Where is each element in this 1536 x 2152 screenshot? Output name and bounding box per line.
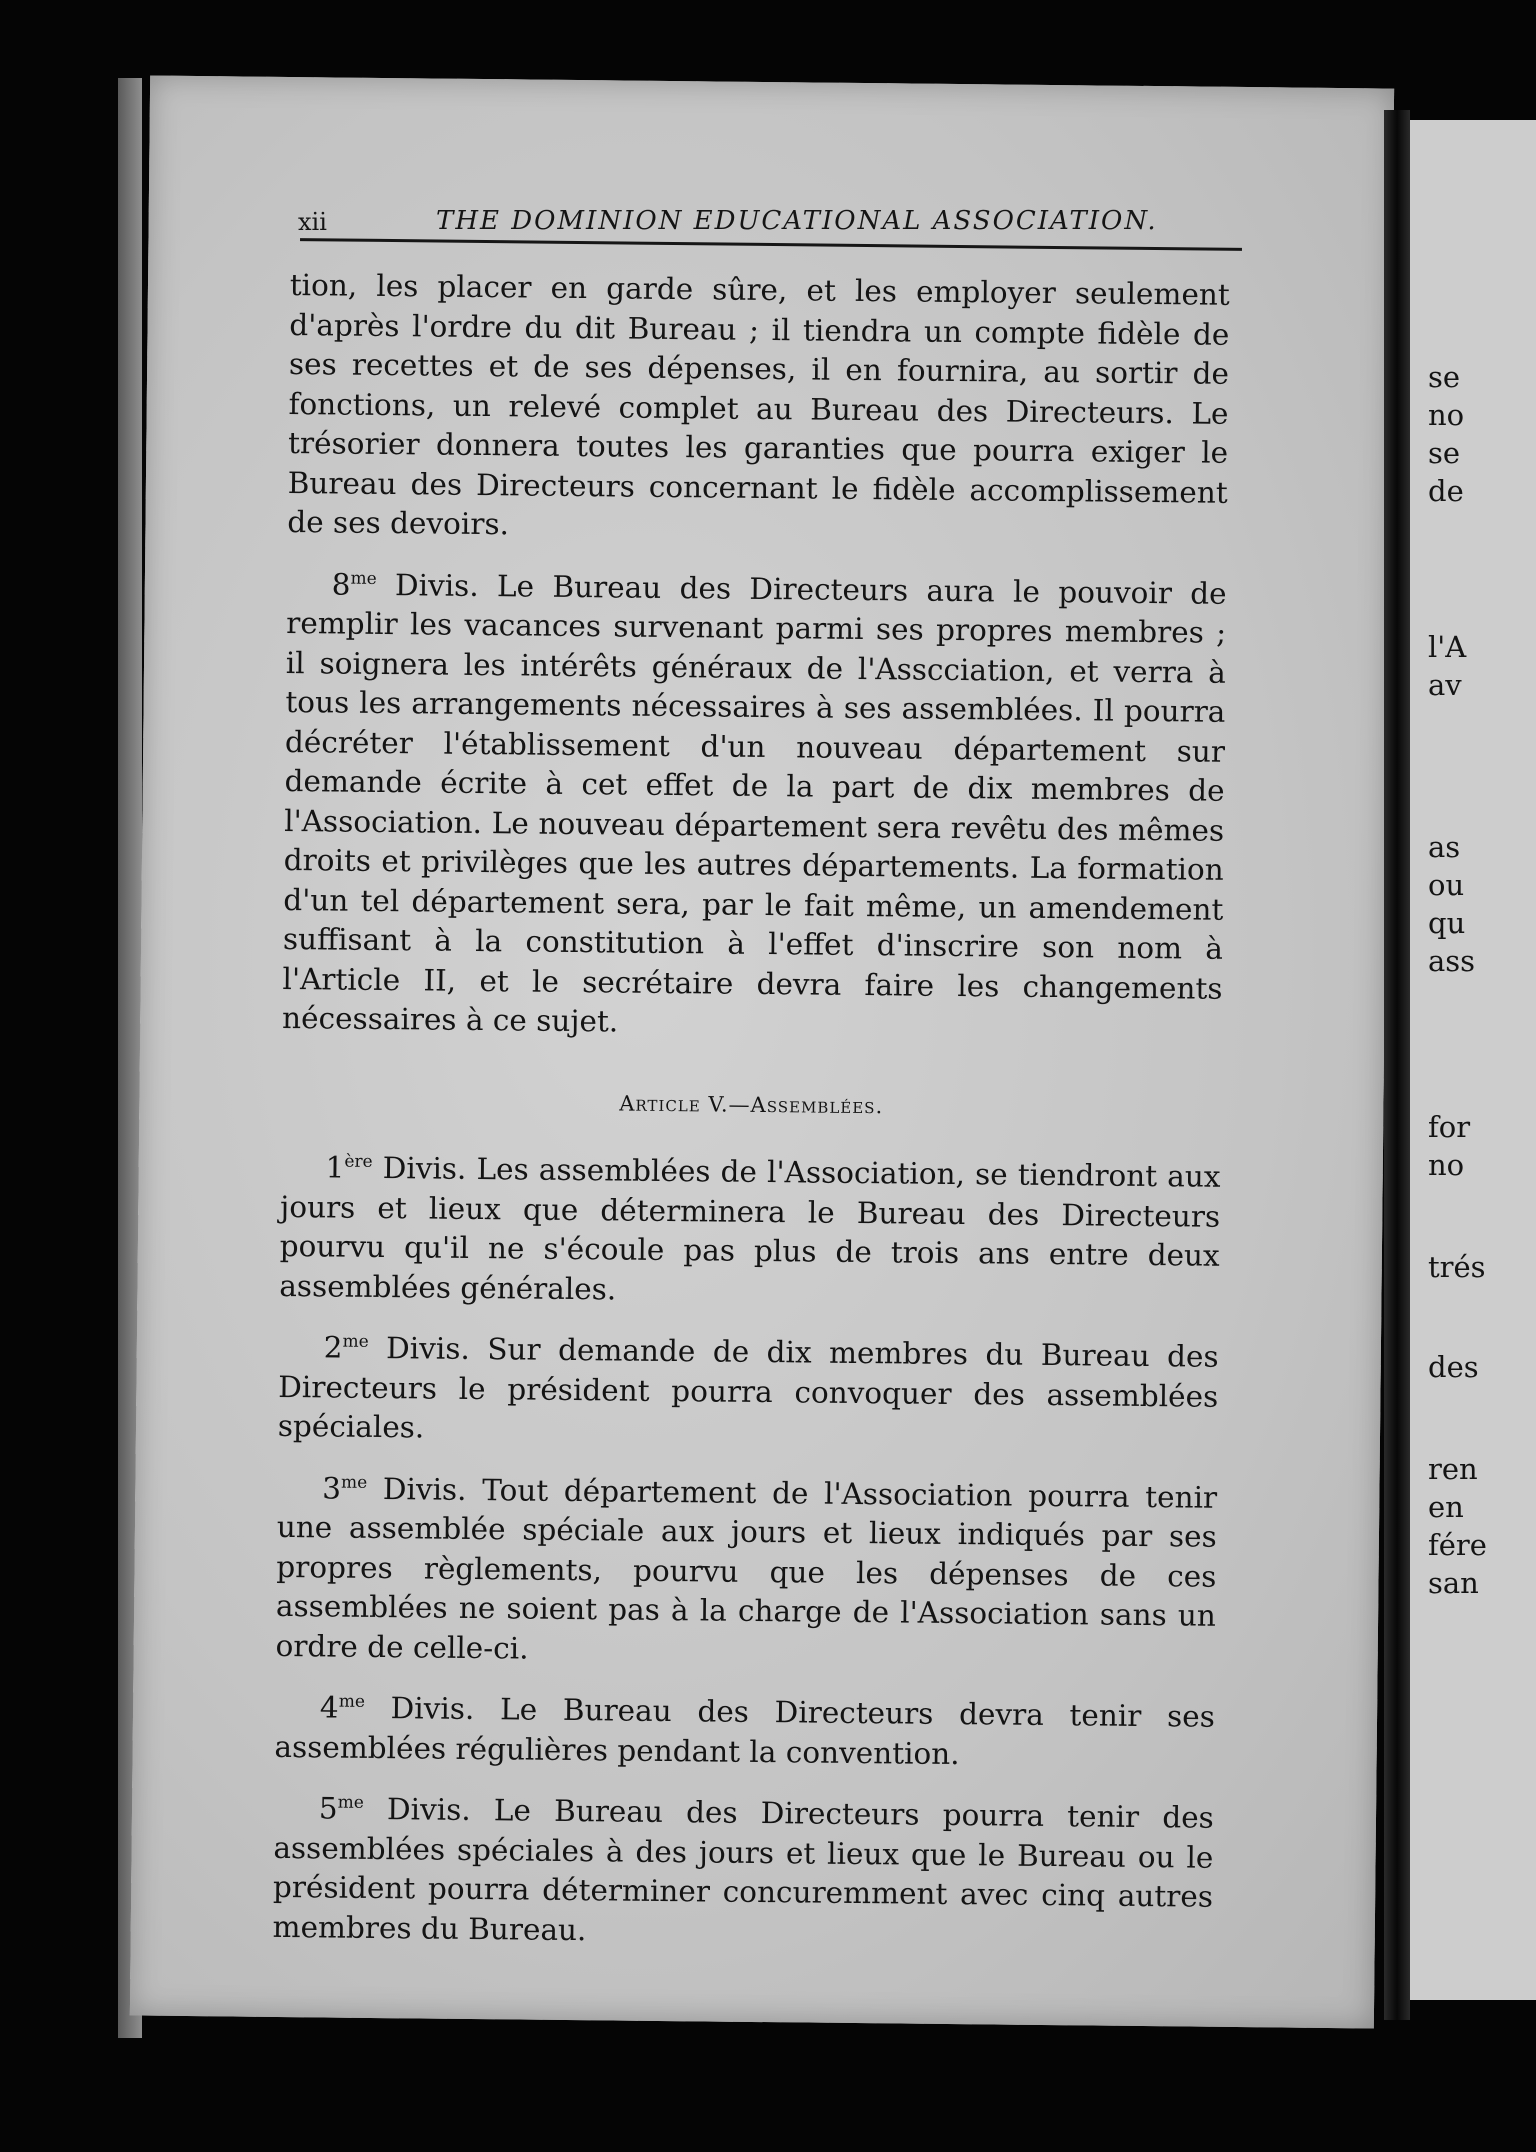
facing-page-word: fére — [1428, 1528, 1487, 1562]
division-label: Divis. — [385, 1331, 471, 1366]
division-number: 3 — [322, 1470, 342, 1506]
division-ordinal: me — [342, 1331, 369, 1352]
facing-page-word: no — [1428, 398, 1465, 432]
page-body — [272, 266, 1230, 1973]
division-text: Tout département de l'Association pourra tenir une assemblée spéciale aux jours et lieux indiqués par ses propres règlements, pourvu que les dépenses de ces assemblées ne soient pas à la charge de l'Association sans un ordre de celle-ci. — [275, 1472, 1218, 1666]
facing-page-word: san — [1428, 1566, 1479, 1600]
division-8-paragraph — [282, 558, 1227, 1048]
page-header — [160, 130, 1158, 236]
division-text: Le Bureau des Directeurs devra tenir ses assemblées régulières pendant la convention. — [274, 1692, 1216, 1771]
division-paragraph — [272, 1783, 1214, 1957]
division-number: 1 — [325, 1150, 345, 1185]
facing-page-word: no — [1428, 1148, 1465, 1182]
division-number: 5 — [318, 1791, 338, 1826]
facing-page-word: as — [1428, 830, 1461, 864]
division-number: 8 — [331, 566, 351, 602]
division-paragraph — [275, 1462, 1217, 1675]
division-ordinal: ère — [344, 1151, 373, 1172]
facing-page-word: trés — [1428, 1250, 1486, 1284]
facing-page-word: des — [1428, 1350, 1479, 1384]
division-label: Divis. — [386, 1792, 471, 1827]
division-paragraph — [278, 1322, 1219, 1456]
facing-page-word: l'A — [1428, 630, 1467, 664]
division-label: Divis. — [382, 1151, 467, 1186]
facing-page-fragment — [1410, 120, 1536, 2000]
book-gutter — [1384, 110, 1410, 2020]
facing-page-word: se — [1428, 360, 1461, 394]
division-number: 2 — [323, 1330, 343, 1365]
facing-page-word: ou — [1428, 868, 1465, 902]
page-folio: xii — [298, 208, 327, 236]
facing-page-word: en — [1428, 1490, 1464, 1524]
facing-page-word: se — [1428, 436, 1461, 470]
division-ordinal: me — [337, 1792, 364, 1813]
division-text: Sur demande de dix membres du Bureau des Directeurs le président pourra convoquer des assemblées spéciales. — [277, 1332, 1219, 1445]
division-label: Divis. — [394, 567, 479, 603]
division-number: 4 — [319, 1690, 339, 1725]
division-label: Divis. — [382, 1471, 467, 1507]
facing-page-word: ren — [1428, 1452, 1478, 1486]
division-text: Les assemblées de l'Association, se tiendront aux jours et lieux que déterminera le Bureau des Directeurs pourvu qu'il ne s'écoule pas plus de trois ans entre deux assemblées générales. — [279, 1152, 1221, 1306]
division-ordinal: me — [340, 1472, 368, 1493]
division-text: Le Bureau des Directeurs aura le pouvoir de remplir les vacances survenant parmi ses propres membres ; il soignera les intérêts généraux de l'Asscciation, et verra à tous les arrangements nécessaires à ses assemblées. Il pourra décréter l'établissement d'un nouveau département sur demande écrite à cet effet de la part de dix membres de l'Association. Le nouveau département sera revêtu des mêmes droits et privilèges que les autres départements. La formation d'un tel département sera, par le fait même, un amendement suffisant à la constitution à l'effet d'inscrire son nom à l'Article II, et le secrétaire devra faire les changements nécessaires à ce sujet. — [281, 568, 1227, 1039]
facing-page-word: for — [1428, 1110, 1471, 1144]
division-label: Divis. — [390, 1691, 475, 1727]
division-ordinal: me — [350, 568, 377, 589]
facing-page-word: ass — [1428, 944, 1476, 978]
facing-page-word: qu — [1428, 906, 1466, 940]
article-heading: Article V.—Assemblées. — [619, 1090, 884, 1118]
division-paragraph — [279, 1142, 1221, 1316]
division-text: Le Bureau des Directeurs pourra tenir des assemblées spéciales à des jours et lieux que le Bureau ou le président pourra déterminer concuremment avec cinq autres membres du Bureau. — [272, 1793, 1214, 1947]
facing-page-word: av — [1428, 668, 1462, 702]
running-title: THE DOMINION EDUCATIONAL ASSOCIATION. — [436, 206, 1158, 236]
division-ordinal: me — [338, 1691, 366, 1712]
division-paragraph — [274, 1682, 1215, 1777]
facing-page-word: de — [1428, 474, 1464, 508]
continuation-paragraph: tion, les placer en garde sûre, et les employer seulement d'après l'ordre du dit Bureau ; il tiendra un compte fidèle de ses recettes et de ses dépenses, il en fournira, au sortir de fonctions, un relevé complet au Bureau des Directeurs. Le trésorier donnera toutes les garanties que pourra exiger le Bureau des Directeurs concernant le fidèle accomplissement de ses devoirs. — [287, 267, 1230, 542]
